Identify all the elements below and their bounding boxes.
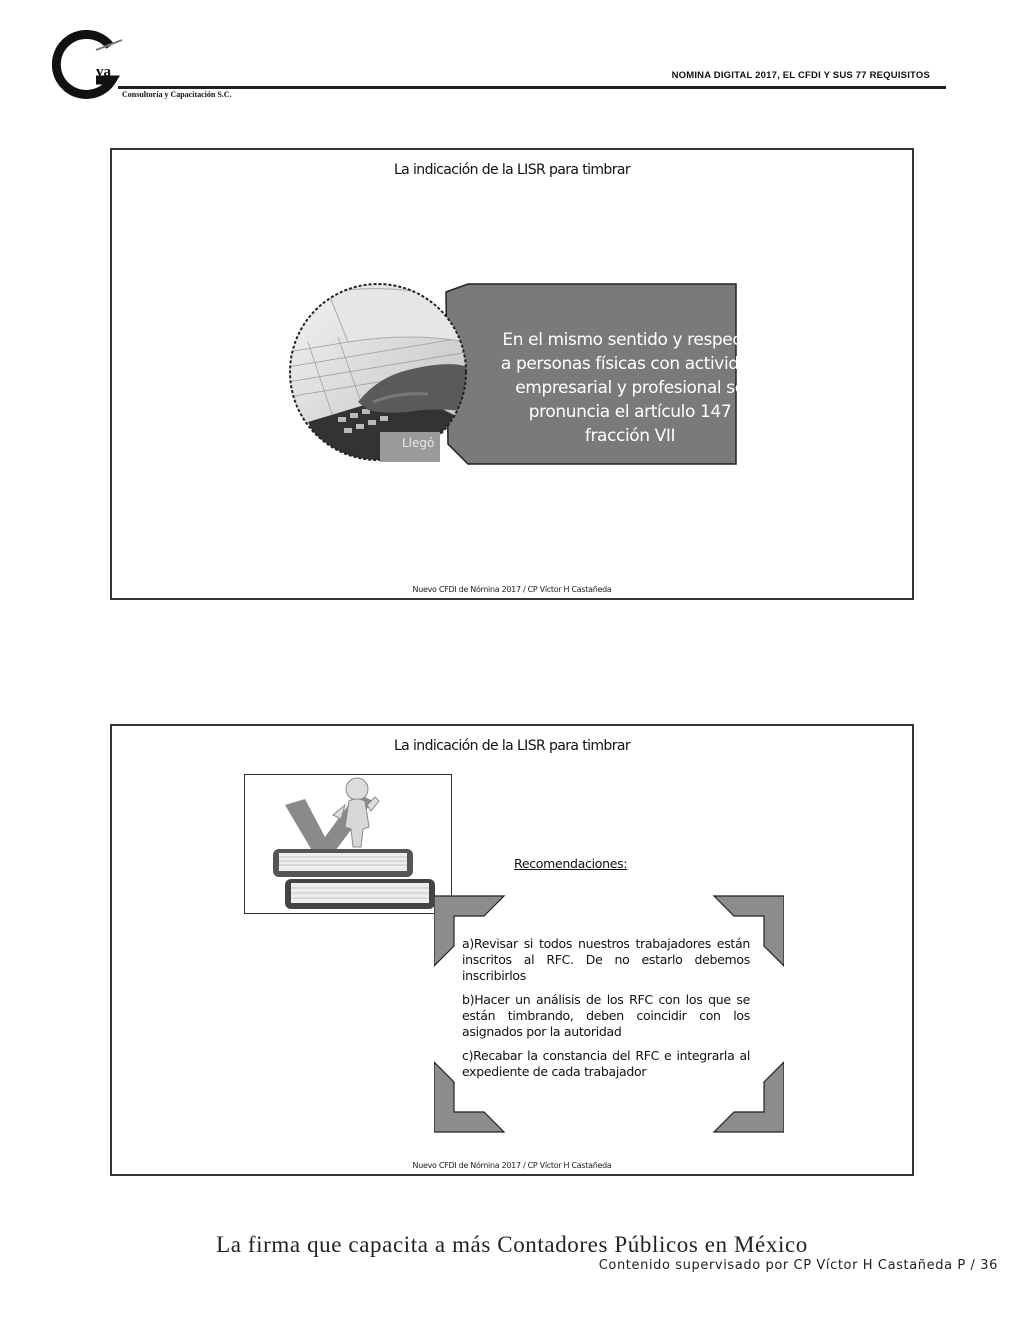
header-divider bbox=[118, 86, 946, 89]
callout-text: En el mismo sentido y respecto a personas físicas con actividad empresarial y profesional se pronuncia el artículo 147 fracción VII bbox=[500, 330, 760, 446]
image-overlay-label: Llegó bbox=[380, 432, 440, 462]
slide-2 bbox=[110, 724, 914, 1176]
logo-subtitle: Consultoría y Capacitación S.C. bbox=[122, 90, 232, 99]
page-tagline: La firma que capacita a más Contadores Públicos en México bbox=[216, 1232, 808, 1257]
document-title: NOMINA DIGITAL 2017, EL CFDI Y SUS 77 REQUISITOS bbox=[671, 70, 930, 81]
recommendation-item-a: a)Revisar si todos nuestros trabajadores están inscritos al RFC. De no estarlo debemos inscribirlos bbox=[462, 936, 750, 983]
company-logo-icon bbox=[52, 30, 132, 102]
recommendations-heading: Recomendaciones: bbox=[514, 856, 628, 871]
recommendation-item-c: c)Recabar la constancia del RFC e integrarla al expediente de cada trabajador bbox=[462, 1048, 750, 1079]
slide-1-footer: Nuevo CFDI de Nómina 2017 / CP Víctor H Castañeda bbox=[412, 585, 612, 594]
logo-initials: va bbox=[96, 64, 111, 80]
slide-2-title: La indicación de la LISR para timbrar bbox=[393, 738, 631, 754]
slide-1 bbox=[110, 148, 914, 600]
books-checkmark-figure-icon bbox=[244, 774, 452, 914]
recommendation-item-b: b)Hacer un análisis de los RFC con los que se están timbrando, deben coincidir con los asignados por la autoridad bbox=[462, 992, 750, 1039]
slide-1-title: La indicación de la LISR para timbrar bbox=[393, 162, 631, 178]
recommendations-list bbox=[462, 936, 750, 1088]
supervised-note: Contenido supervisado por CP Víctor H Castañeda P / 36 bbox=[598, 1258, 998, 1273]
slide-2-footer: Nuevo CFDI de Nómina 2017 / CP Víctor H Castañeda bbox=[412, 1161, 612, 1170]
